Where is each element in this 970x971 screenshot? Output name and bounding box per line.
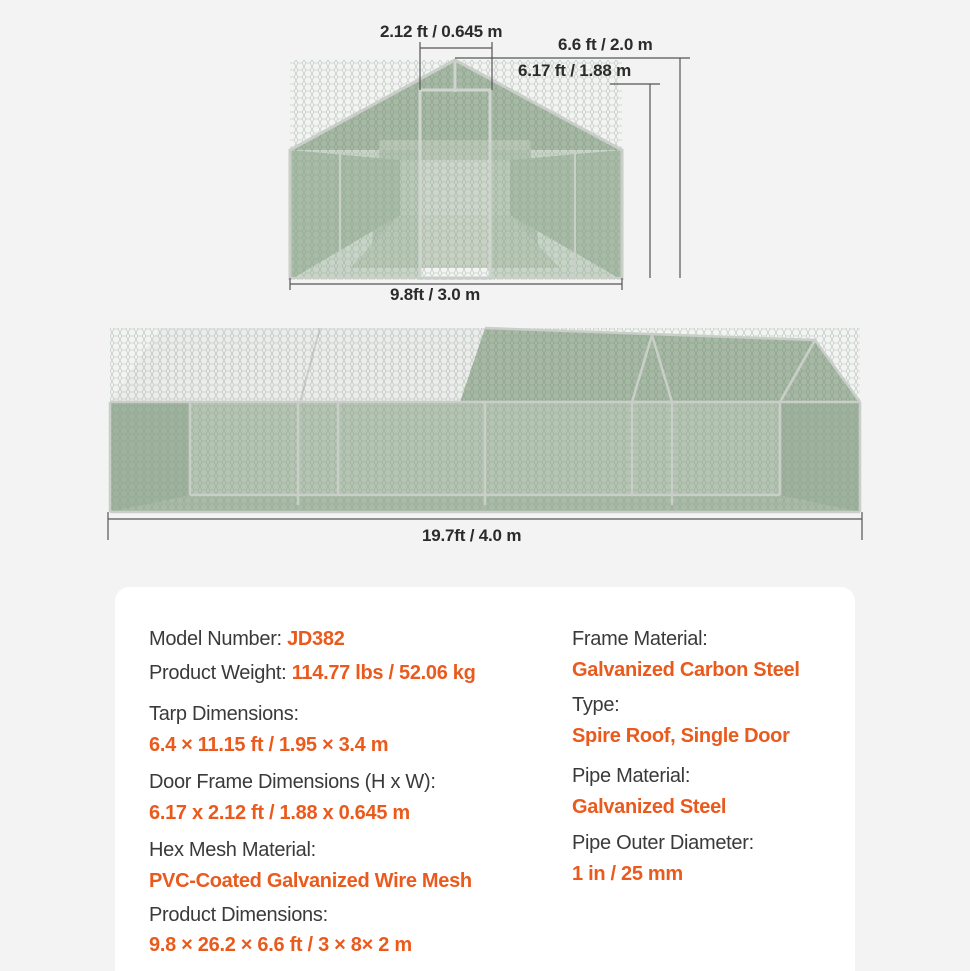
tarp-dimensions-value: 6.4 × 11.15 ft / 1.95 × 3.4 m [149,734,389,756]
hex-mesh-material-label: Hex Mesh Material: [149,839,316,861]
product-weight-spec [149,662,476,685]
pipe-outer-diameter-label: Pipe Outer Diameter: [572,832,754,854]
model-number-value: JD382 [287,628,345,650]
frame-material-label: Frame Material: [572,628,708,650]
type-value: Spire Roof, Single Door [572,725,790,747]
model-number-spec [149,628,345,651]
hex-mesh-material-value: PVC-Coated Galvanized Wire Mesh [149,870,472,892]
front-width-label: 9.8ft / 3.0 m [390,285,480,304]
type-label: Type: [572,694,620,716]
product-dimensions-label: Product Dimensions: [149,904,328,926]
side-view-coop [110,328,860,512]
side-length-label: 19.7ft / 4.0 m [422,526,522,545]
front-view-coop [290,60,622,280]
product-weight-value: 114.77 lbs / 52.06 kg [291,662,476,684]
product-weight-label: Product Weight: [149,662,287,684]
door-frame-dimensions-value: 6.17 x 2.12 ft / 1.88 x 0.645 m [149,802,410,824]
tarp-dimensions-label: Tarp Dimensions: [149,703,299,725]
total-height-label: 6.6 ft / 2.0 m [558,35,653,54]
pipe-material-label: Pipe Material: [572,765,691,787]
pipe-outer-diameter-value: 1 in / 25 mm [572,863,683,885]
door-width-label: 2.12 ft / 0.645 m [380,22,503,41]
frame-material-value: Galvanized Carbon Steel [572,659,800,681]
pipe-material-value: Galvanized Steel [572,796,727,818]
wall-height-label: 6.17 ft / 1.88 m [518,61,632,80]
door-frame-dimensions-label: Door Frame Dimensions (H x W): [149,771,436,793]
product-dimensions-value: 9.8 × 26.2 × 6.6 ft / 3 × 8× 2 m [149,934,412,956]
model-number-label: Model Number: [149,628,282,650]
